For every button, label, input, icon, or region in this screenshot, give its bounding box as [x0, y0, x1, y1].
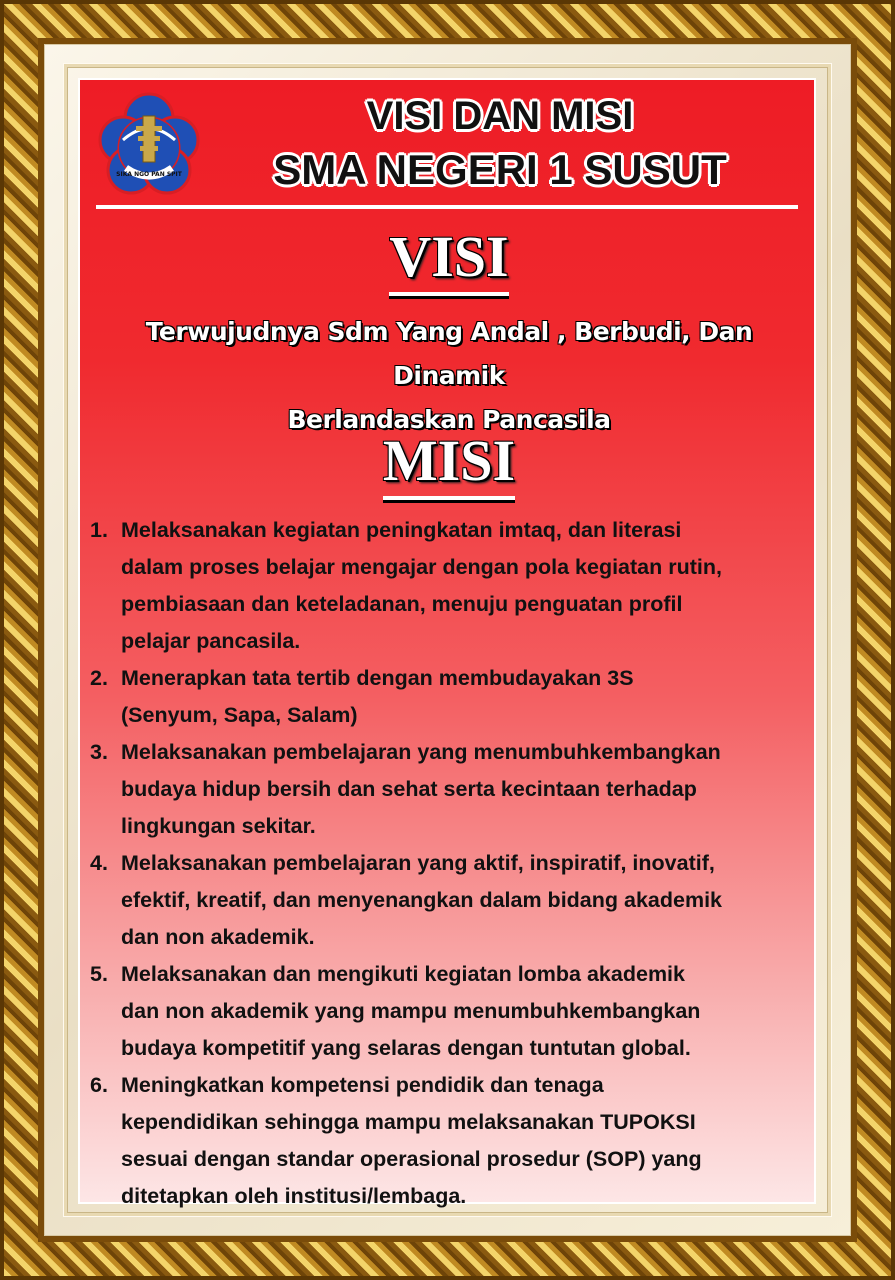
visi-line-2: Berlandaskan Pancasila — [287, 405, 611, 434]
header-divider — [96, 205, 798, 209]
header-school-name: SMA NEGERI 1 SUSUT — [273, 146, 727, 193]
visi-heading: VISI — [80, 228, 818, 296]
misi-list — [90, 512, 790, 1215]
svg-text:SIKA NGO PAN SPIT: SIKA NGO PAN SPIT — [116, 171, 182, 178]
misi-item: 4. Melaksanakan pembelajaran yang aktif, inspiratif, inovatif, efektif, kreatif, dan menyenangkan dalam bidang akademik dan non akademik. — [90, 851, 723, 949]
misi-item: 1. Melaksanakan kegiatan peningkatan imtaq, dan literasi dalam proses belajar mengajar dengan pola kegiatan rutin, pembiasaan dan keteladanan, menuju penguatan profil pelajar pancasila. — [90, 518, 722, 653]
misi-item: 6. Meningkatkan kompetensi pendidik dan tenaga kependidikan sehingga mampu melaksanakan TUPOKSI sesuai dengan standar operasional prosedur (SOP) yang ditetapkan oleh institusi/lembaga. — [90, 1073, 702, 1208]
misi-item: 5. Melaksanakan dan mengikuti kegiatan lomba akademik dan non akademik yang mampu menumbuhkembangkan budaya kompetitif yang selaras dengan tuntutan global. — [90, 962, 701, 1060]
school-crest-icon — [96, 92, 202, 198]
header-title: VISI DAN MISI — [366, 94, 634, 138]
poster — [78, 78, 816, 1208]
misi-item: 2. Menerapkan tata tertib dengan membudayakan 3S (Senyum, Sapa, Salam) — [90, 666, 634, 727]
misi-item: 3. Melaksanakan pembelajaran yang menumbuhkembangkan budaya hidup bersih dan sehat serta kecintaan terhadap lingkungan sekitar. — [90, 740, 721, 838]
visi-line-1: Terwujudnya Sdm Yang Andal , Berbudi, Dan Dinamik — [145, 317, 753, 390]
misi-heading: MISI — [80, 432, 818, 500]
visi-statement — [100, 310, 798, 442]
